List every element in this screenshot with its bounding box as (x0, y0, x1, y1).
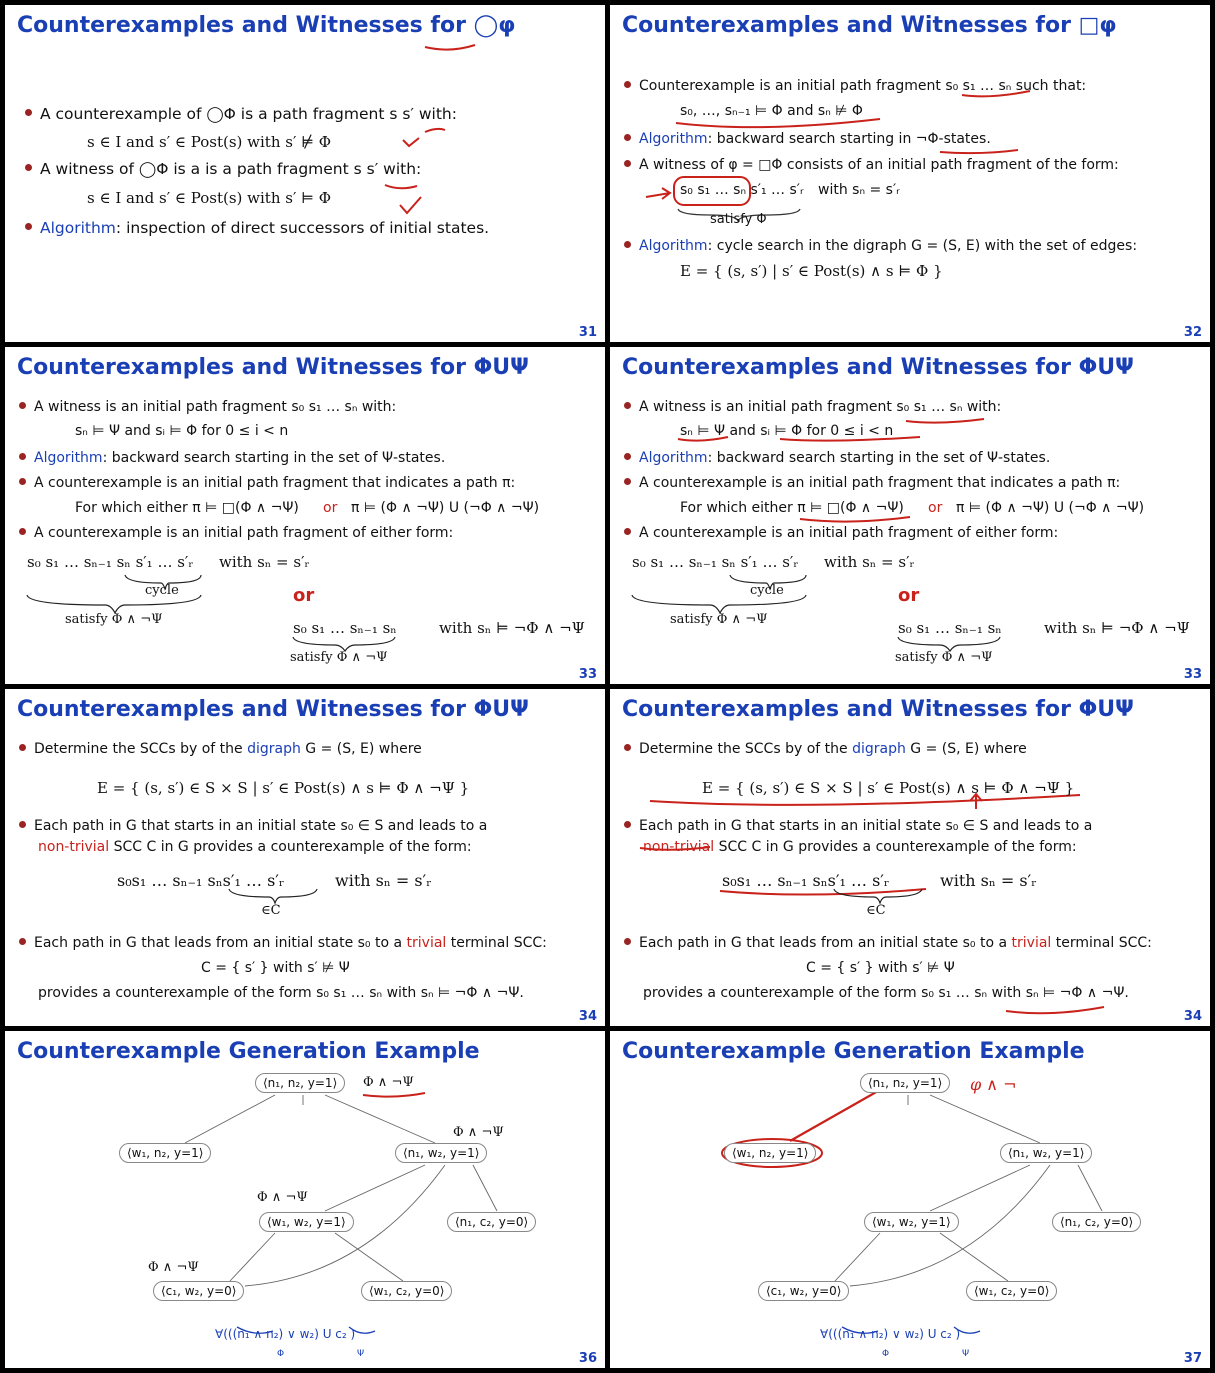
bullet-3-or: or (928, 500, 943, 516)
node-w1w2: ⟨w₁, w₂, y=1⟩ (864, 1212, 959, 1232)
slide-title: Counterexample Generation Example (622, 1039, 1085, 1064)
bullet-1: Determine the SCCs by of the digraph G = (S, E) where (624, 741, 1027, 757)
bullet-3-or: or (323, 500, 338, 516)
bullet-1-sub: sₙ ⊨ Ψ and sᵢ ⊨ Φ for 0 ≤ i < n (680, 423, 894, 439)
slide-36 (5, 1031, 605, 1368)
form-1-with: with sₙ = s′ᵣ (824, 553, 915, 571)
bullet-2-cont: non-trivial SCC C in G provides a counterexample of the form: (643, 839, 1077, 855)
handwritten-label: φ ∧ ¬ (970, 1075, 1017, 1094)
node-w1c2: ⟨w₁, c₂, y=0⟩ (361, 1281, 452, 1301)
slide-31 (5, 5, 605, 342)
page-number: 32 (1183, 325, 1202, 340)
node-root: ⟨n₁, n₂, y=1⟩ (860, 1073, 950, 1093)
witness-brace-label: satisfy Φ (710, 212, 767, 227)
form-2: s₀ s₁ … sₙ₋₁ sₙ (293, 619, 397, 637)
node-n1w2: ⟨n₁, w₂, y=1⟩ (395, 1143, 487, 1163)
satisfy-1: satisfy Φ ∧ ¬Ψ (65, 612, 163, 627)
slide-34-a (5, 689, 605, 1026)
page-number: 33 (578, 667, 597, 682)
slide-32 (610, 5, 1210, 342)
bullet-1: Determine the SCCs by of the digraph G = (S, E) where (19, 741, 422, 757)
bullet-2: Algorithm: backward search starting in ¬Φ-states. (624, 131, 991, 147)
form-1-with: with sₙ = s′ᵣ (219, 553, 310, 571)
psi-label: Ψ (962, 1349, 970, 1359)
cycle-label: cycle (145, 583, 179, 598)
bullet-2: Algorithm: backward search starting in the set of Ψ-states. (19, 450, 445, 466)
bullet-3: Algorithm: inspection of direct successors of initial states. (25, 219, 489, 237)
phi-label: Φ (277, 1349, 285, 1359)
label-w1w2: Φ ∧ ¬Ψ (257, 1190, 308, 1205)
satisfy-1: satisfy Φ ∧ ¬Ψ (670, 612, 768, 627)
bullet-3: A counterexample is an initial path fragment that indicates a path π: (19, 475, 515, 491)
page-number: 31 (578, 325, 597, 340)
bullet-3: Each path in G that leads from an initial state s₀ to a trivial terminal SCC: (19, 935, 547, 951)
slide-title: Counterexamples and Witnesses for □φ (622, 13, 1117, 38)
bullet-3-b: π ⊨ (Φ ∧ ¬Ψ) U (¬Φ ∧ ¬Ψ) (351, 500, 540, 516)
node-c1w2: ⟨c₁, w₂, y=0⟩ (153, 1281, 244, 1301)
bullet-3-end: provides a counterexample of the form s₀ s₁ … sₙ with sₙ ⊨ ¬Φ ∧ ¬Ψ. (643, 985, 1129, 1001)
label-n1w2: Φ ∧ ¬Ψ (453, 1125, 504, 1140)
bullet-4: A counterexample is an initial path fragment of either form: (624, 525, 1058, 541)
node-n1w2: ⟨n₁, w₂, y=1⟩ (1000, 1143, 1092, 1163)
bullet-3-a: For which either π ⊨ □(Φ ∧ ¬Ψ) (680, 500, 904, 516)
form-2-with: with sₙ ⊨ ¬Φ ∧ ¬Ψ (1044, 619, 1190, 637)
bullet-4: A counterexample is an initial path fragment of either form: (19, 525, 453, 541)
satisfy-2: satisfy Φ ∧ ¬Ψ (290, 650, 388, 665)
ctl-formula: ∀(((n₁ ∧ n₂) ∨ w₂) U c₂ ) (215, 1327, 356, 1341)
witness-path: s₀ s₁ … sₙ s′₁ … s′ᵣ (680, 182, 804, 198)
slide-37 (610, 1031, 1210, 1368)
label-c1w2: Φ ∧ ¬Ψ (148, 1260, 199, 1275)
satisfy-2: satisfy Φ ∧ ¬Ψ (895, 650, 993, 665)
slide-33-a (5, 347, 605, 684)
node-w1n2: ⟨w₁, n₂, y=1⟩ (724, 1143, 816, 1163)
slide-title: Counterexamples and Witnesses for ◯φ (17, 13, 516, 38)
form-1: s₀ s₁ … sₙ₋₁ sₙ s′₁ … s′ᵣ (27, 553, 194, 571)
bullet-3-a: For which either π ⊨ □(Φ ∧ ¬Ψ) (75, 500, 299, 516)
in-C-label: ∈C (261, 903, 281, 918)
node-c1w2: ⟨c₁, w₂, y=0⟩ (758, 1281, 849, 1301)
node-n1c2: ⟨n₁, c₂, y=0⟩ (447, 1212, 536, 1232)
bullet-2: Algorithm: backward search starting in the set of Ψ-states. (624, 450, 1050, 466)
bullet-3-end: provides a counterexample of the form s₀ s₁ … sₙ with sₙ ⊨ ¬Φ ∧ ¬Ψ. (38, 985, 524, 1001)
bullet-3: A counterexample is an initial path fragment that indicates a path π: (624, 475, 1120, 491)
node-w1c2: ⟨w₁, c₂, y=0⟩ (966, 1281, 1057, 1301)
form-2-with: with sₙ ⊨ ¬Φ ∧ ¬Ψ (439, 619, 585, 637)
slide-title: Counterexamples and Witnesses for ΦUΨ (622, 697, 1134, 722)
counterexample-path: s₀s₁ … sₙ₋₁ sₙs′₁ … s′ᵣ (117, 871, 285, 890)
counterexample-with: with sₙ = s′ᵣ (335, 871, 432, 890)
bullet-2: Each path in G that starts in an initial state s₀ ∈ S and leads to a (19, 818, 487, 834)
ctl-formula: ∀(((n₁ ∧ n₂) ∨ w₂) U c₂ ) (820, 1327, 961, 1341)
label-root: Φ ∧ ¬Ψ (363, 1075, 414, 1090)
bullet-3-sub: C = { s′ } with s′ ⊭ Ψ (201, 960, 350, 976)
page-number: 34 (1183, 1009, 1202, 1024)
page-number: 37 (1183, 1351, 1202, 1366)
bullet-2: A witness of ◯Φ is a is a path fragment s s′ with: (25, 160, 421, 178)
slide-33-b (610, 347, 1210, 684)
form-1: s₀ s₁ … sₙ₋₁ sₙ s′₁ … s′ᵣ (632, 553, 799, 571)
bullet-1-sub: sₙ ⊨ Ψ and sᵢ ⊨ Φ for 0 ≤ i < n (75, 423, 289, 439)
bullet-3: Each path in G that leads from an initial state s₀ to a trivial terminal SCC: (624, 935, 1152, 951)
bullet-1: A counterexample of ◯Φ is a path fragment s s′ with: (25, 105, 457, 123)
slide-34-b (610, 689, 1210, 1026)
bullet-4-sub: E = { (s, s′) | s′ ∈ Post(s) ∧ s ⊨ Φ } (680, 262, 943, 280)
in-C-label: ∈C (866, 903, 886, 918)
cycle-label: cycle (750, 583, 784, 598)
phi-label: Φ (882, 1349, 890, 1359)
bullet-4: Algorithm: cycle search in the digraph G = (S, E) with the set of edges: (624, 238, 1137, 254)
psi-label: Ψ (357, 1349, 365, 1359)
form-2: s₀ s₁ … sₙ₋₁ sₙ (898, 619, 1002, 637)
edge-set: E = { (s, s′) ∈ S × S | s′ ∈ Post(s) ∧ s ⊨ Φ ∧ ¬Ψ } (97, 779, 470, 797)
bullet-2-sub: s ∈ I and s′ ∈ Post(s) with s′ ⊨ Φ (87, 189, 332, 207)
node-w1w2: ⟨w₁, w₂, y=1⟩ (259, 1212, 354, 1232)
bullet-3-b: π ⊨ (Φ ∧ ¬Ψ) U (¬Φ ∧ ¬Ψ) (956, 500, 1145, 516)
bullet-1: Counterexample is an initial path fragment s₀ s₁ … sₙ such that: (624, 78, 1086, 94)
handwritten-annotations (610, 5, 1210, 342)
bullet-1: A witness is an initial path fragment s₀ s₁ … sₙ with: (624, 399, 1001, 415)
bullet-3-sub: C = { s′ } with s′ ⊭ Ψ (806, 960, 955, 976)
bullet-1: A witness is an initial path fragment s₀ s₁ … sₙ with: (19, 399, 396, 415)
page-number: 34 (578, 1009, 597, 1024)
or-label: or (293, 585, 315, 606)
bullet-1-sub: s ∈ I and s′ ∈ Post(s) with s′ ⊭ Φ (87, 133, 332, 151)
counterexample-path: s₀s₁ … sₙ₋₁ sₙs′₁ … s′ᵣ (722, 871, 890, 890)
node-w1n2: ⟨w₁, n₂, y=1⟩ (119, 1143, 211, 1163)
slide-title: Counterexamples and Witnesses for ΦUΨ (17, 355, 529, 380)
bullet-2-cont: non-trivial SCC C in G provides a counterexample of the form: (38, 839, 472, 855)
page-number: 36 (578, 1351, 597, 1366)
node-n1c2: ⟨n₁, c₂, y=0⟩ (1052, 1212, 1141, 1232)
page-number: 33 (1183, 667, 1202, 682)
slide-title: Counterexample Generation Example (17, 1039, 480, 1064)
node-root: ⟨n₁, n₂, y=1⟩ (255, 1073, 345, 1093)
bullet-1-sub: s₀, …, sₙ₋₁ ⊨ Φ and sₙ ⊭ Φ (680, 103, 863, 119)
slide-title: Counterexamples and Witnesses for ΦUΨ (622, 355, 1134, 380)
edge-set: E = { (s, s′) ∈ S × S | s′ ∈ Post(s) ∧ s ⊨ Φ ∧ ¬Ψ } (702, 779, 1075, 797)
counterexample-with: with sₙ = s′ᵣ (940, 871, 1037, 890)
witness-with: with sₙ = s′ᵣ (818, 182, 900, 198)
bullet-3: A witness of φ = □Φ consists of an initial path fragment of the form: (624, 157, 1119, 173)
bullet-2: Each path in G that starts in an initial state s₀ ∈ S and leads to a (624, 818, 1092, 834)
slide-title: Counterexamples and Witnesses for ΦUΨ (17, 697, 529, 722)
or-label: or (898, 585, 920, 606)
